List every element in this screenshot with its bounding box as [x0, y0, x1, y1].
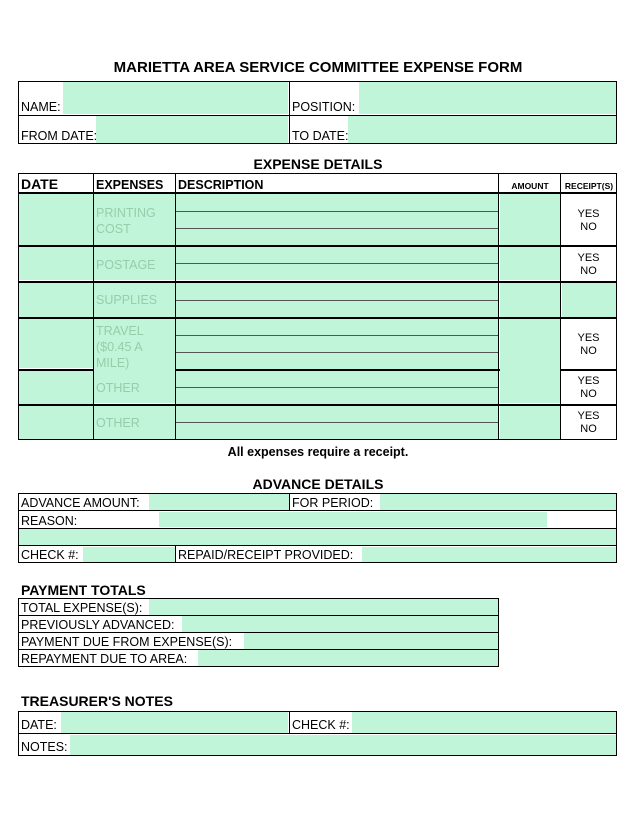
- description-line: [176, 211, 498, 212]
- name-label: NAME:: [21, 100, 61, 114]
- repayment-due-label: REPAYMENT DUE TO AREA:: [21, 652, 188, 666]
- position-field[interactable]: [359, 82, 616, 114]
- expense-label: OTHER: [96, 416, 140, 430]
- receipt-yes[interactable]: YES: [577, 332, 600, 344]
- column-amount: AMOUNT: [511, 181, 549, 191]
- divider: [175, 369, 500, 371]
- receipt-no[interactable]: NO: [580, 265, 597, 277]
- check-number-label: CHECK #:: [21, 548, 79, 562]
- total-expenses-label: TOTAL EXPENSE(S):: [21, 601, 143, 615]
- description-line: [176, 422, 498, 423]
- divider: [175, 174, 176, 439]
- receipt-no[interactable]: NO: [580, 345, 597, 357]
- receipt-yes[interactable]: YES: [577, 375, 600, 387]
- divider: [19, 528, 616, 529]
- expense-label: POSTAGE: [96, 258, 156, 272]
- divider: [19, 545, 616, 546]
- for-period-label: FOR PERIOD:: [292, 496, 374, 510]
- expense-label: PRINTING COST: [96, 206, 156, 236]
- receipt-no[interactable]: NO: [580, 221, 597, 233]
- description-line: [176, 387, 498, 388]
- description-line: [176, 263, 498, 264]
- position-label: POSITION:: [292, 100, 356, 114]
- divider: [19, 192, 616, 194]
- divider: [19, 510, 616, 511]
- advance-amount-label: ADVANCE AMOUNT:: [21, 496, 140, 510]
- name-field[interactable]: [63, 82, 288, 114]
- description-line: [176, 228, 498, 229]
- divider: [19, 632, 498, 633]
- to-date-label: TO DATE:: [292, 129, 349, 143]
- repaid-receipt-label: REPAID/RECEIPT PROVIDED:: [178, 548, 354, 562]
- receipt-yes[interactable]: YES: [577, 410, 600, 422]
- expense-label: SUPPLIES: [96, 293, 158, 307]
- column-receipts: RECEIPT(S): [564, 181, 614, 191]
- column-expenses: EXPENSES: [96, 178, 164, 192]
- description-line: [176, 335, 498, 336]
- divider: [498, 174, 499, 439]
- column-date: DATE: [21, 176, 59, 192]
- divider: [19, 245, 616, 247]
- divider: [19, 404, 616, 406]
- divider: [19, 649, 498, 650]
- form-title: MARIETTA AREA SERVICE COMMITTEE EXPENSE FORM: [113, 59, 523, 76]
- treasurers-notes-heading: TREASURER'S NOTES: [21, 693, 173, 709]
- divider: [289, 494, 290, 510]
- divider: [19, 615, 498, 616]
- divider: [19, 733, 616, 734]
- column-description: DESCRIPTION: [178, 178, 264, 192]
- divider: [19, 115, 616, 116]
- divider: [289, 82, 290, 143]
- receipt-yes[interactable]: YES: [577, 208, 600, 220]
- payment-due-label: PAYMENT DUE FROM EXPENSE(S):: [21, 635, 233, 649]
- from-date-label: FROM DATE:: [21, 129, 98, 143]
- payment-totals-heading: PAYMENT TOTALS: [21, 582, 146, 598]
- description-line: [176, 352, 498, 353]
- from-date-field[interactable]: [96, 116, 288, 143]
- divider: [175, 546, 176, 562]
- advance-details-heading: ADVANCE DETAILS: [252, 476, 384, 492]
- previously-advanced-label: PREVIOUSLY ADVANCED:: [21, 618, 175, 632]
- receipt-yes[interactable]: YES: [577, 252, 600, 264]
- description-line: [176, 300, 498, 301]
- receipt-no[interactable]: NO: [580, 388, 597, 400]
- treasurer-notes-label: NOTES:: [21, 740, 68, 754]
- receipt-note: All expenses require a receipt.: [227, 445, 409, 459]
- divider: [19, 369, 94, 371]
- divider: [19, 317, 616, 319]
- divider: [93, 174, 94, 439]
- reason-label: REASON:: [21, 514, 78, 528]
- expense-label: OTHER: [96, 381, 140, 395]
- receipt-no[interactable]: NO: [580, 423, 597, 435]
- expense-details-heading: EXPENSE DETAILS: [253, 156, 383, 172]
- to-date-field[interactable]: [348, 116, 616, 143]
- divider: [19, 281, 616, 283]
- expense-label: TRAVEL ($0.45 A MILE): [96, 324, 144, 370]
- divider: [289, 712, 290, 733]
- divider: [560, 369, 616, 371]
- treasurer-check-label: CHECK #:: [292, 718, 350, 732]
- treasurer-date-label: DATE:: [21, 718, 57, 732]
